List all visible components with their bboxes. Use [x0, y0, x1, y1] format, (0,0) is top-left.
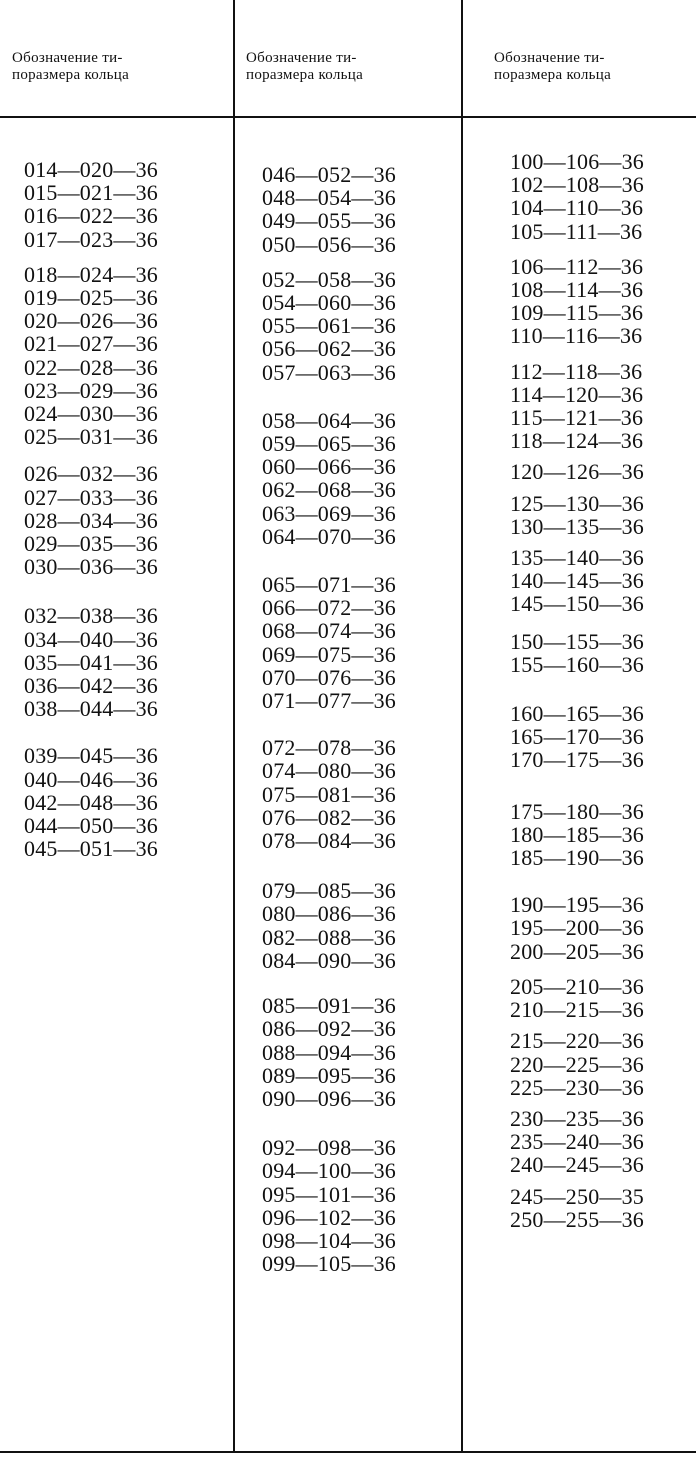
size-designation: 102—108—36 [510, 172, 644, 198]
size-designation: 078—084—36 [262, 828, 396, 854]
size-designation: 015—021—36 [24, 180, 158, 206]
size-designation: 205—210—36 [510, 973, 644, 999]
size-designation: 115—121—36 [510, 405, 644, 431]
size-group [510, 800, 644, 870]
size-group [510, 255, 644, 348]
size-group [510, 360, 644, 453]
size-designation: 235—240—36 [510, 1129, 644, 1155]
size-designation: 175—180—36 [510, 798, 644, 824]
size-designation: 118—124—36 [510, 428, 644, 454]
size-designation: 026—032—36 [24, 461, 158, 487]
size-designation: 109—115—36 [510, 300, 644, 326]
size-designation: 020—026—36 [24, 308, 158, 334]
size-designation: 098—104—36 [262, 1227, 396, 1253]
size-designation: 039—045—36 [24, 743, 158, 769]
size-designation: 040—046—36 [24, 766, 158, 792]
size-designation: 035—041—36 [24, 649, 158, 675]
size-designation: 100—106—36 [510, 149, 644, 174]
size-designation: 068—074—36 [262, 618, 396, 644]
size-designation: 025—031—36 [24, 424, 158, 450]
size-designation: 079—085—36 [262, 878, 396, 904]
size-designation: 090—096—36 [262, 1085, 396, 1111]
size-group [262, 879, 396, 972]
size-designation: 195—200—36 [510, 915, 644, 941]
size-group [510, 1185, 644, 1231]
size-designation: 099—105—36 [262, 1251, 396, 1277]
size-designation: 049—055—36 [262, 208, 396, 234]
size-group [262, 268, 396, 384]
size-designation: 063—069—36 [262, 500, 396, 526]
size-designation: 057—063—36 [262, 359, 396, 385]
size-group [262, 994, 396, 1110]
column-1-values [24, 158, 158, 860]
size-designation: 088—094—36 [262, 1039, 396, 1065]
size-group [510, 893, 644, 963]
size-group [510, 1029, 644, 1099]
size-designation: 095—101—36 [262, 1181, 396, 1207]
size-designation: 225—230—36 [510, 1074, 644, 1100]
size-designation: 056—062—36 [262, 336, 396, 362]
size-designation: 060—066—36 [262, 454, 396, 480]
size-designation: 185—190—36 [510, 845, 644, 871]
size-group [510, 546, 644, 616]
size-designation: 023—029—36 [24, 377, 158, 403]
size-group [510, 460, 644, 483]
size-designation: 092—098—36 [262, 1135, 396, 1161]
column-3-values [510, 150, 644, 1231]
size-designation: 029—035—36 [24, 531, 158, 557]
size-group [262, 736, 396, 852]
header-rule [0, 116, 696, 118]
size-designation: 210—215—36 [510, 997, 644, 1023]
size-designation: 110—116—36 [510, 323, 643, 349]
size-group [510, 975, 644, 1021]
size-designation: 032—038—36 [24, 603, 158, 629]
size-designation: 069—075—36 [262, 641, 396, 667]
size-designation: 165—170—36 [510, 724, 644, 750]
size-designation: 096—102—36 [262, 1204, 396, 1230]
size-group [510, 1107, 644, 1177]
size-designation: 089—095—36 [262, 1062, 396, 1088]
size-designation: 028—034—36 [24, 507, 158, 533]
size-designation: 072—078—36 [262, 735, 396, 761]
size-designation: 027—033—36 [24, 484, 158, 510]
size-designation: 140—145—36 [510, 568, 644, 594]
size-designation: 250—255—36 [510, 1206, 644, 1232]
size-designation: 052—058—36 [262, 266, 396, 292]
size-designation: 245—250—35 [510, 1183, 644, 1209]
size-designation: 086—092—36 [262, 1016, 396, 1042]
size-designation: 074—080—36 [262, 758, 396, 784]
column-divider-1 [233, 0, 235, 1452]
size-group [510, 702, 644, 772]
size-designation: 055—061—36 [262, 313, 396, 339]
column-3-header: Обозначение ти- поразмера кольца [494, 50, 612, 83]
size-designation: 019—025—36 [24, 285, 158, 311]
size-group [262, 573, 396, 712]
size-designation: 084—090—36 [262, 947, 396, 973]
size-designation: 022—028—36 [24, 354, 158, 380]
size-designation: 160—165—36 [510, 701, 644, 727]
size-designation: 062—068—36 [262, 477, 396, 503]
size-designation: 082—088—36 [262, 924, 396, 950]
size-designation: 076—082—36 [262, 804, 396, 830]
size-designation: 046—052—36 [262, 162, 396, 187]
size-designation: 036—042—36 [24, 673, 158, 699]
size-designation: 240—245—36 [510, 1152, 644, 1178]
size-designation: 059—065—36 [262, 431, 396, 457]
size-designation: 135—140—36 [510, 545, 644, 571]
size-group [24, 263, 158, 449]
size-designation: 065—071—36 [262, 572, 396, 598]
size-designation: 112—118—36 [510, 358, 643, 384]
size-designation: 058—064—36 [262, 407, 396, 433]
size-group [24, 158, 158, 251]
size-designation: 200—205—36 [510, 938, 644, 964]
size-group [510, 492, 644, 538]
size-designation: 066—072—36 [262, 595, 396, 621]
size-designation: 048—054—36 [262, 185, 396, 211]
size-designation: 030—036—36 [24, 554, 158, 580]
size-designation: 070—076—36 [262, 664, 396, 690]
size-designation: 106—112—36 [510, 253, 644, 279]
size-designation: 180—185—36 [510, 821, 644, 847]
size-designation: 071—077—36 [262, 688, 396, 714]
size-designation: 155—160—36 [510, 651, 644, 677]
column-2-values [262, 163, 396, 1275]
size-designation: 150—155—36 [510, 628, 644, 654]
size-designation: 130—135—36 [510, 513, 644, 539]
size-group [24, 462, 158, 578]
size-designation: 085—091—36 [262, 993, 396, 1019]
size-designation: 038—044—36 [24, 696, 158, 722]
size-group [24, 604, 158, 720]
size-designation: 014—020—36 [24, 157, 158, 182]
size-designation: 125—130—36 [510, 490, 644, 516]
size-designation: 075—081—36 [262, 781, 396, 807]
column-2-header: Обозначение ти- поразмера кольца [246, 50, 364, 83]
size-designation: 064—070—36 [262, 523, 396, 549]
bottom-rule [0, 1451, 696, 1453]
size-group [262, 163, 396, 256]
size-designation: 042—048—36 [24, 789, 158, 815]
size-designation: 105—111—36 [510, 218, 643, 244]
size-designation: 044—050—36 [24, 813, 158, 839]
size-designation: 054—060—36 [262, 290, 396, 316]
size-designation: 017—023—36 [24, 226, 158, 252]
size-designation: 104—110—36 [510, 195, 644, 221]
size-group [24, 744, 158, 860]
size-designation: 215—220—36 [510, 1028, 644, 1054]
size-designation: 108—114—36 [510, 277, 644, 303]
size-group [510, 630, 644, 676]
size-designation: 034—040—36 [24, 626, 158, 652]
size-designation: 080—086—36 [262, 901, 396, 927]
column-divider-2 [461, 0, 463, 1452]
size-group [262, 409, 396, 548]
size-designation: 230—235—36 [510, 1105, 644, 1131]
size-designation: 094—100—36 [262, 1158, 396, 1184]
size-designation: 220—225—36 [510, 1051, 644, 1077]
size-designation: 021—027—36 [24, 331, 158, 357]
size-designation: 050—056—36 [262, 231, 396, 257]
size-designation: 190—195—36 [510, 892, 644, 918]
size-designation: 145—150—36 [510, 591, 644, 617]
size-group [262, 1136, 396, 1275]
column-1-header: Обозначение ти- поразмера кольца [12, 50, 130, 83]
size-group [510, 150, 644, 243]
size-designation: 170—175—36 [510, 747, 644, 773]
size-designation: 018—024—36 [24, 261, 158, 287]
size-designation: 024—030—36 [24, 401, 158, 427]
size-designation: 016—022—36 [24, 203, 158, 229]
size-designation: 045—051—36 [24, 836, 158, 862]
size-designation: 120—126—36 [510, 459, 644, 485]
size-designation: 114—120—36 [510, 381, 644, 407]
